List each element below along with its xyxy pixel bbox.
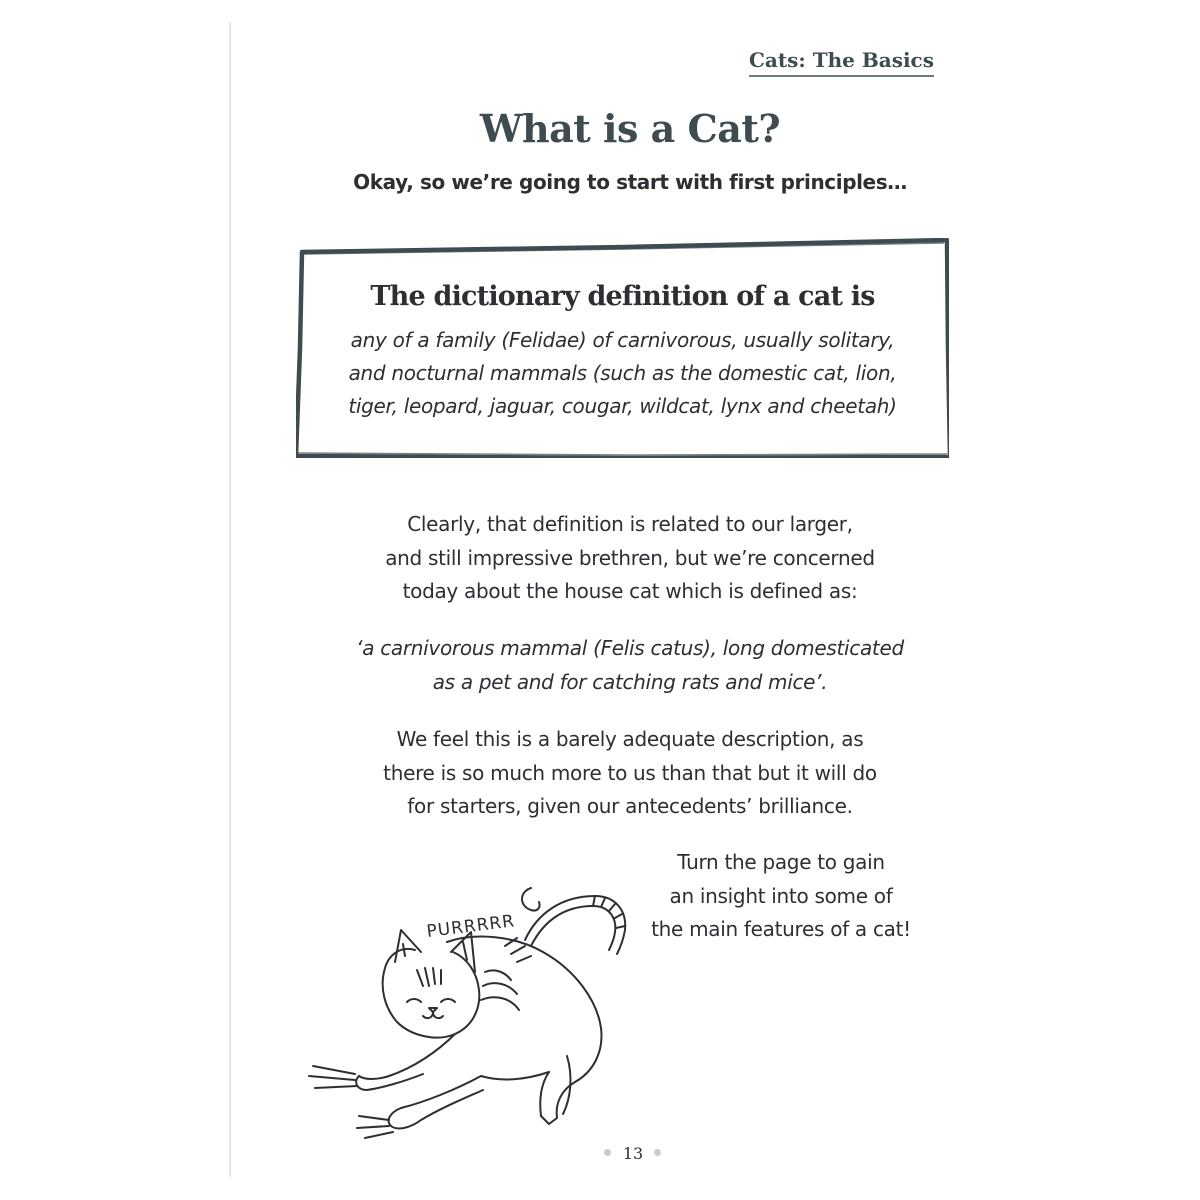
paragraph-description — [320, 723, 940, 824]
page-title: What is a Cat? — [479, 106, 781, 151]
running-head: Cats: The Basics — [749, 48, 934, 77]
purr-sound-text: PURRRRR — [425, 911, 517, 942]
paragraph-line: for starters, given our antecedents’ brilliance. — [407, 794, 853, 818]
definition-line: and nocturnal mammals (such as the domestic cat, lion, — [348, 361, 897, 385]
paragraph-turn-page — [636, 846, 926, 947]
definition-text — [316, 324, 929, 423]
definition-heading: The dictionary definition of a cat is — [370, 281, 875, 312]
paragraph-line: the main features of a cat! — [651, 917, 911, 941]
definition-line: any of a family (Felidae) of carnivorous, usually solitary, — [350, 328, 895, 352]
paragraph-line: today about the house cat which is defined as: — [402, 579, 858, 603]
paw-print-icon — [654, 1149, 661, 1156]
quote-line: ‘a carnivorous mammal (Felis catus), long domesticated — [356, 636, 904, 660]
paragraph-line: an insight into some of — [669, 883, 893, 908]
page-number: 13 — [622, 1144, 644, 1163]
paragraph-line: Turn the page to gain — [677, 850, 885, 874]
quoted-definition — [320, 632, 940, 699]
paragraph-line: Clearly, that definition is related to our larger, — [407, 512, 853, 536]
page-subtitle: Okay, so we’re going to start with first principles… — [353, 170, 907, 194]
paragraph-line: and still impressive brethren, but we’re concerned — [385, 545, 875, 570]
quote-line: as a pet and for catching rats and mice’. — [432, 669, 828, 694]
paragraph-house-cat — [320, 508, 940, 609]
definition-line: tiger, leopard, jaguar, cougar, wildcat, lynx and cheetah) — [348, 394, 897, 418]
page-edge-line — [229, 22, 231, 1177]
paragraph-line: there is so much more to us than that but it will do — [383, 760, 877, 785]
paragraph-line: We feel this is a barely adequate description, as — [396, 727, 864, 751]
definition-box — [296, 238, 949, 458]
